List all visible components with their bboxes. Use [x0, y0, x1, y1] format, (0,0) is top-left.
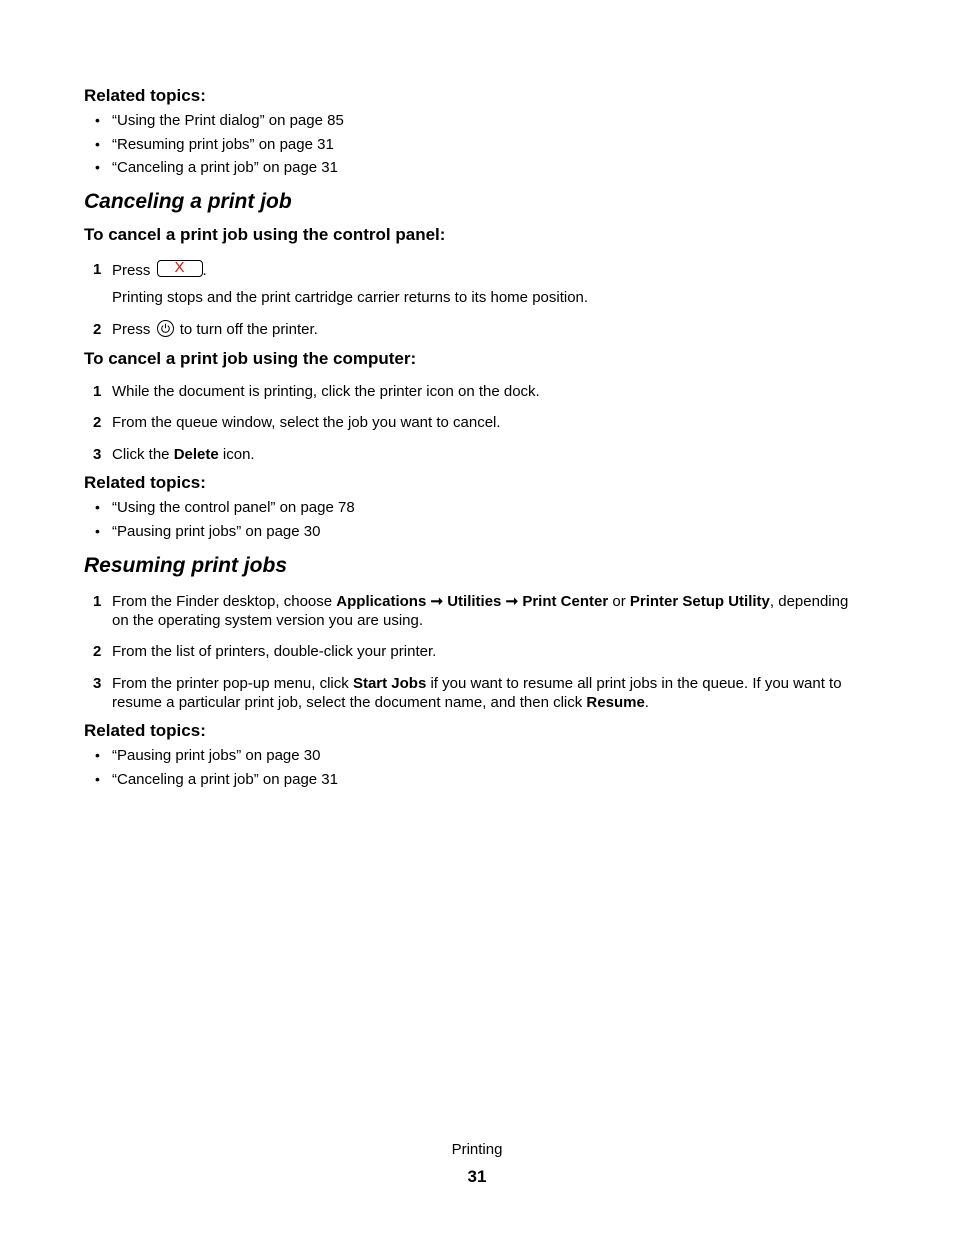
ui-term: Utilities [447, 593, 502, 610]
step-number: 1 [93, 261, 102, 278]
step-text: From the Finder desktop, choose [112, 593, 333, 610]
step-number: 3 [93, 446, 102, 463]
step-item [93, 592, 849, 611]
related-topics-heading: Related topics: [84, 86, 206, 105]
step-text-continued: on the operating system version you are using. [112, 612, 424, 629]
step-number: 2 [93, 414, 102, 431]
ui-term: Delete [173, 446, 219, 463]
step-number: 1 [93, 593, 102, 610]
related-topic-link[interactable]: • “Using the control panel” on page 78 [112, 498, 355, 517]
step-item [93, 259, 207, 280]
step-text: Click the [112, 446, 170, 463]
step-text: From the queue window, select the job you want to cancel. [112, 414, 501, 431]
related-topic-link[interactable]: • “Resuming print jobs” on page 31 [112, 135, 334, 154]
ui-term: Applications [336, 593, 427, 610]
footer-section-label: Printing [451, 1141, 503, 1158]
arrow-icon: ➞ [430, 593, 444, 610]
related-topic-link[interactable]: • “Canceling a print job” on page 31 [112, 770, 338, 789]
step-text: While the document is printing, click the printer icon on the dock. [112, 383, 540, 400]
step-text: , depending [769, 593, 849, 610]
step-text: . [202, 262, 207, 279]
related-topic-link[interactable]: • “Pausing print jobs” on page 30 [112, 746, 320, 765]
step-item [93, 320, 318, 339]
step-text: if you want to resume all print jobs in the queue. If you want to [430, 675, 842, 692]
step-text: . [644, 694, 649, 711]
step-number: 2 [93, 643, 102, 660]
step-text: From the printer pop-up menu, click [112, 675, 349, 692]
section-title: Canceling a print job [84, 190, 292, 213]
ui-term: Printer Setup Utility [629, 593, 770, 610]
subsection-heading: To cancel a print job using the control panel: [84, 225, 446, 244]
page-number: 31 [467, 1167, 487, 1186]
step-item [93, 413, 501, 432]
subsection-heading: To cancel a print job using the computer: [84, 349, 417, 368]
step-number: 3 [93, 675, 102, 692]
step-note: Printing stops and the print cartridge carrier returns to its home position. [112, 289, 589, 306]
related-topics-heading: Related topics: [84, 721, 206, 740]
section-title: Resuming print jobs [84, 554, 288, 577]
step-text: From the list of printers, double-click your printer. [112, 643, 437, 660]
step-item [93, 674, 842, 693]
step-text: Press [112, 262, 151, 279]
step-item [93, 445, 255, 464]
step-number: 2 [93, 321, 102, 338]
ui-term: Print Center [522, 593, 609, 610]
ui-term: Start Jobs [352, 675, 427, 692]
x-cancel-icon: X [174, 259, 185, 276]
related-topic-link[interactable]: • “Using the Print dialog” on page 85 [112, 111, 344, 130]
step-text: to turn off the printer. [179, 321, 318, 338]
related-topic-link[interactable]: • “Pausing print jobs” on page 30 [112, 522, 320, 541]
cancel-button-graphic [157, 260, 203, 277]
arrow-icon: ➞ [505, 593, 519, 610]
step-text-continued [112, 693, 649, 712]
step-item [93, 382, 540, 401]
related-topic-link[interactable]: • “Canceling a print job” on page 31 [112, 158, 338, 177]
related-topics-heading: Related topics: [84, 473, 206, 492]
ui-term: Resume [586, 694, 645, 711]
step-text: resume a particular print job, select the document name, and then click [112, 694, 583, 711]
step-text: Press [112, 321, 151, 338]
step-item [93, 642, 437, 661]
power-icon [157, 320, 174, 337]
step-number: 1 [93, 383, 102, 400]
step-text: or [612, 593, 626, 610]
step-text: icon. [222, 446, 255, 463]
